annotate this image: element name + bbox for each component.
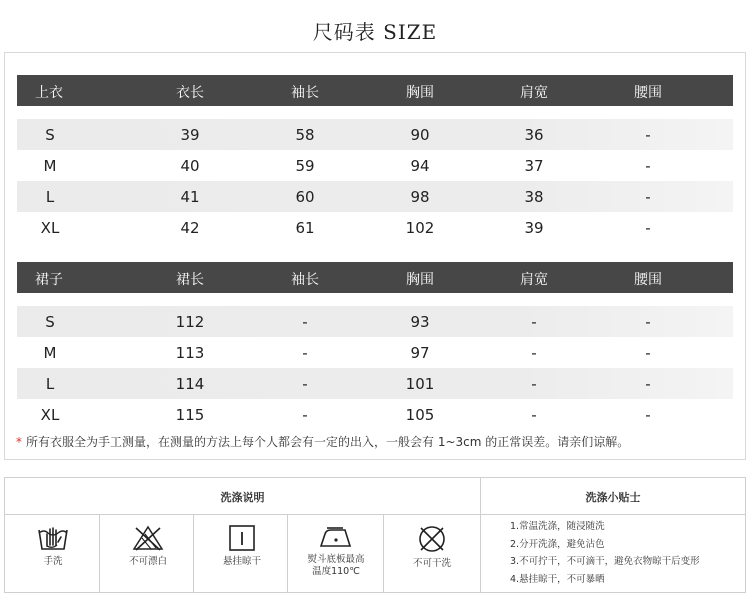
hand-wash-icon [36, 524, 70, 552]
value-cell: 101 [405, 375, 435, 393]
value-cell: 38 [524, 188, 544, 206]
care-label: 不可漂白 [128, 556, 167, 567]
skirts-size-table [17, 262, 733, 430]
value-cell: - [645, 313, 651, 331]
skirts-header-cell: 胸围 [406, 272, 434, 288]
size-cell: M [43, 344, 57, 362]
value-cell: - [645, 406, 651, 424]
care-label: 熨斗底板最高 温度110℃ [307, 554, 365, 577]
value-cell: 41 [180, 188, 200, 206]
tops-size-table [17, 75, 733, 243]
value-cell: - [645, 188, 651, 206]
skirts-header-cell: 腰围 [634, 272, 662, 288]
size-cell: S [45, 126, 55, 144]
tops-header-cell: 袖长 [291, 85, 319, 101]
table-row [17, 181, 733, 212]
care-item-hang-dry [194, 516, 290, 592]
value-cell: 39 [180, 126, 200, 144]
value-cell: - [645, 219, 651, 237]
value-cell: - [302, 313, 308, 331]
value-cell: - [645, 126, 651, 144]
value-cell: 115 [175, 406, 205, 424]
no-bleach-icon [132, 524, 164, 552]
table-row [17, 119, 733, 150]
skirts-header-cell: 裙子 [35, 272, 63, 288]
value-cell: 93 [410, 313, 430, 331]
care-header [5, 478, 745, 515]
tops-header-cell: 肩宽 [520, 85, 548, 101]
skirts-header-row [17, 262, 733, 293]
value-cell: 94 [410, 157, 430, 175]
washing-tips-list [510, 518, 700, 588]
care-item-hand-wash [5, 516, 101, 592]
table-row [17, 150, 733, 181]
value-cell: 58 [295, 126, 315, 144]
value-cell: 98 [410, 188, 430, 206]
value-cell: - [531, 406, 537, 424]
skirts-header-cell: 肩宽 [520, 272, 548, 288]
tip-line: 4.悬挂晾干，不可暴晒 [510, 573, 605, 585]
hang-dry-icon [227, 524, 257, 552]
value-cell: - [302, 406, 308, 424]
table-row [17, 399, 733, 430]
value-cell: - [302, 344, 308, 362]
value-cell: 39 [524, 219, 544, 237]
measurement-note [16, 433, 629, 450]
value-cell: 40 [180, 157, 200, 175]
size-cell: S [45, 313, 55, 331]
size-cell: L [45, 375, 55, 393]
no-dry-clean-icon [416, 524, 448, 554]
asterisk-mark: * [16, 435, 22, 449]
tip-line: 1.常温洗涤，随浸随洗 [510, 521, 605, 532]
tip-line: 2.分开洗涤，避免沾色 [510, 538, 605, 550]
size-cell: XL [40, 406, 60, 424]
care-label: 手洗 [43, 556, 63, 567]
tops-header-cell: 腰围 [634, 85, 662, 101]
size-cell: L [45, 188, 55, 206]
table-row [17, 306, 733, 337]
table-row [17, 337, 733, 368]
care-item-no-dry-clean [384, 516, 480, 592]
value-cell: 60 [295, 188, 315, 206]
value-cell: 61 [295, 219, 315, 237]
value-cell: - [302, 375, 308, 393]
care-label: 不可干洗 [412, 558, 451, 569]
tops-header-cell: 衣长 [176, 85, 204, 101]
iron-icon [317, 524, 355, 550]
value-cell: - [645, 344, 651, 362]
value-cell: 114 [175, 375, 205, 393]
value-cell: - [645, 157, 651, 175]
value-cell: 36 [524, 126, 544, 144]
care-heading: 洗涤说明 [220, 491, 265, 504]
value-cell: - [531, 375, 537, 393]
value-cell: 105 [405, 406, 435, 424]
tops-header-row [17, 75, 733, 106]
tips-heading: 洗涤小贴士 [585, 491, 641, 504]
care-item-iron [288, 516, 384, 592]
value-cell: - [645, 375, 651, 393]
care-label: 悬挂晾干 [222, 556, 261, 567]
page-title: 尺码表 SIZE [312, 20, 438, 44]
value-cell: - [531, 344, 537, 362]
value-cell: - [531, 313, 537, 331]
measurement-note-text: 所有衣服全为手工测量，在测量的方法上每个人都会有一定的出入，一般会有 1~3cm 的正常误差。请亲们谅解。 [26, 435, 630, 449]
skirts-header-cell: 裙长 [176, 272, 204, 288]
table-row [17, 368, 733, 399]
value-cell: 102 [405, 219, 435, 237]
size-cell: XL [40, 219, 60, 237]
tops-header-cell: 上衣 [35, 85, 63, 101]
tops-header-cell: 胸围 [406, 85, 434, 101]
value-cell: 97 [410, 344, 430, 362]
value-cell: 113 [175, 344, 205, 362]
skirts-header-cell: 袖长 [291, 272, 319, 288]
care-item-no-bleach [100, 516, 196, 592]
value-cell: 37 [524, 157, 544, 175]
table-row [17, 212, 733, 243]
value-cell: 90 [410, 126, 430, 144]
value-cell: 59 [295, 157, 315, 175]
value-cell: 112 [175, 313, 205, 331]
tip-line: 3.不可拧干，不可滴干，避免衣物晾干后变形 [510, 556, 700, 567]
value-cell: 42 [180, 219, 200, 237]
size-cell: M [43, 157, 57, 175]
column-divider [480, 478, 481, 592]
